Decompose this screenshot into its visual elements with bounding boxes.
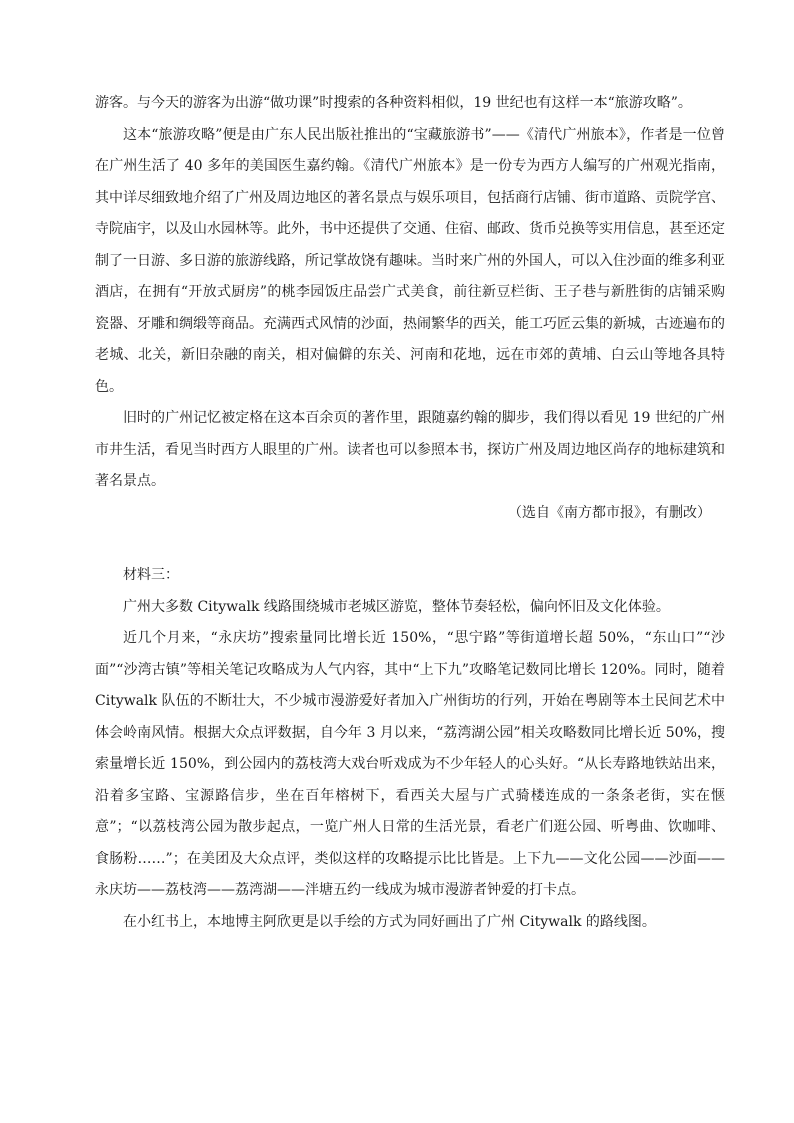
paragraph-travel-guide: 这本“旅游攻略”便是由广东人民出版社推出的“宝藏旅游书”——《清代广州旅本》，作者是一位曾在广州生活了 40 多年的美国医生嘉约翰。《清代广州旅本》是一份专为西方人编写的广州观光指南，其中详尽细致地介绍了广州及周边地区的著名景点与娱乐项目，包括商行店铺、街市道路、贡院学宫、寺院庙宇，以及山水园林等。此外，书中还提供了交通、住宿、邮政、货币兑换等实用信息，甚至还定制了一日游、多日游的旅游线路，所记掌故饶有趣味。当时来广州的外国人，可以入住沙面的维多利亚酒店，在拥有“开放式厨房”的桃李园饭庄品尝广式美食，前往新豆栏街、王子巷与新胜街的店铺采购瓷器、牙雕和绸缎等商品。充满西式风情的沙面，热闹繁华的西关，能工巧匠云集的新城，古迹遍布的老城、北关，新旧杂融的南关，相对偏僻的东关、河南和花地，远在市郊的黄埔、白云山等地各具特色。 — [95, 126, 725, 395]
source-citation: （选自《南方都市报》，有删改） — [508, 504, 711, 521]
paragraph-xiaohongshu: 在小红书上，本地博主阿欣更是以手绘的方式为同好画出了广州 Citywalk 的路线图。 — [123, 913, 656, 930]
paragraph-continuation: 游客。与今天的游客为出游“做功课”时搜索的各种资料相似，19 世纪也有这样一本“旅游攻略”。 — [95, 95, 692, 111]
paragraph-citywalk-data: 近几个月来，“永庆坊”搜索量同比增长近 150%，“思宁路”等街道增长超 50%，“东山口”“沙面”“沙湾古镇”等相关笔记攻略成为人气内容，其中“上下九”攻略笔记数同比增长 120%。同时，随着 Citywalk 队伍的不断壮大，不少城市漫游爱好者加入广州街坊的行列，开始在粤剧等本土民间艺术中体会岭南风情。根据大众点评数据，自今年 3 月以来，“荔湾湖公园”相关攻略数同比增长近 50%，搜索量增长近 150%，到公园内的荔枝湾大戏台听戏成为不少年轻人的心头好。“从长寿路地铁站出来，沿着多宝路、宝源路信步，坐在百年榕树下，看西关大屋与广式骑楼连成的一条条老街，实在惬意”；“以荔枝湾公园为散步起点，一览广州人日常的生活光景，看老广们逛公园、听粤曲、饮咖啡、食肠粉……”；在美团及大众点评，类似这样的攻略提示比比皆是。上下九——文化公园——沙面——永庆坊——荔枝湾——荔湾湖——泮塘五约一线成为城市漫游者钟爱的打卡点。 — [95, 630, 725, 898]
section-heading-material3: 材料三： — [123, 567, 179, 583]
paragraph-citywalk-intro: 广州大多数 Citywalk 线路围绕城市老城区游览，整体节奏轻松，偏向怀旧及文化体验。 — [123, 598, 670, 615]
section-gap — [95, 529, 725, 560]
document-page — [95, 88, 725, 938]
paragraph-memory: 旧时的广州记忆被定格在这本百余页的著作里，跟随嘉约翰的脚步，我们得以看见 19 世纪的广州市井生活，看见当时西方人眼里的广州。读者也可以参照本书，探访广州及周边地区尚存的地标建筑和著名景点。 — [95, 410, 725, 489]
